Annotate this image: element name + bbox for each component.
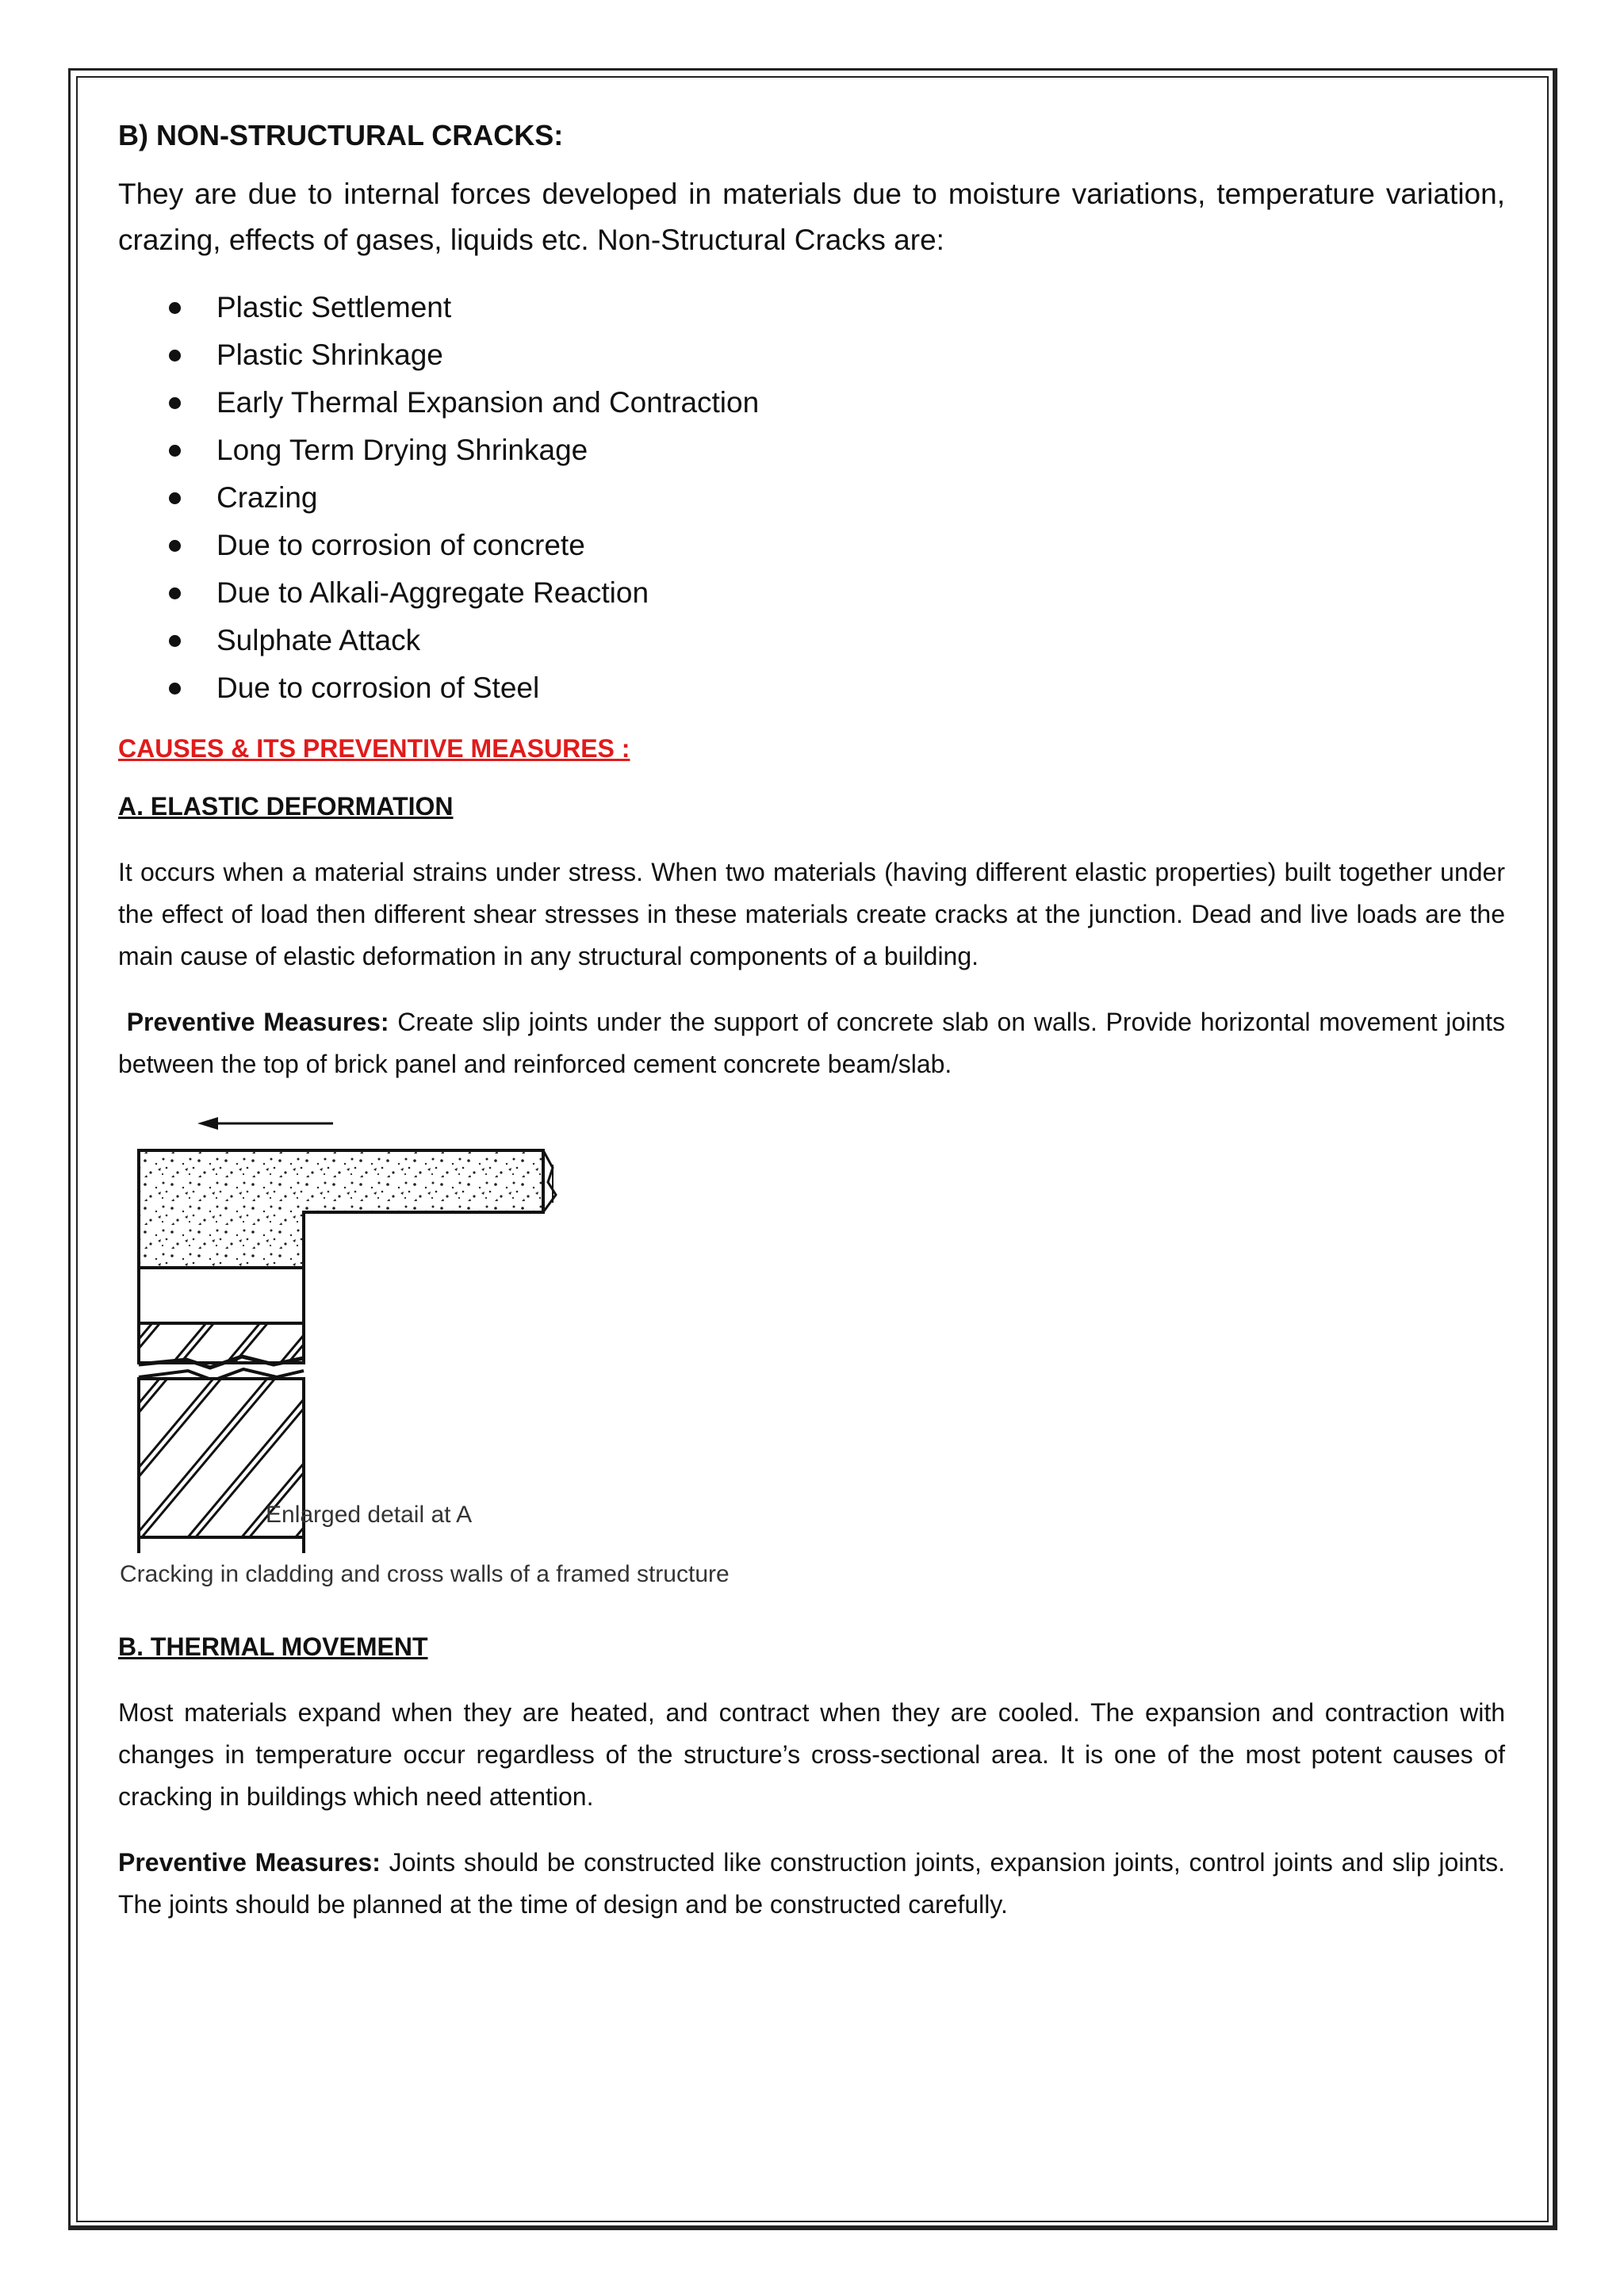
elastic-deformation-heading: A. ELASTIC DEFORMATION	[118, 792, 454, 821]
preventive-label: Preventive Measures:	[126, 1008, 389, 1036]
elastic-preventive-measures: Preventive Measures: Create slip joints under the support of concrete slab on walls. Provide horizontal movement joints between the top of brick panel and reinforced cement concrete beam/slab.	[118, 1008, 1506, 1078]
non-structural-crack-list	[118, 284, 1505, 712]
causes-heading: CAUSES & ITS PREVENTIVE MEASURES :	[118, 734, 630, 763]
bullet-icon	[169, 587, 181, 599]
bullet-icon	[169, 683, 181, 695]
list-item: Crazing	[118, 474, 1505, 522]
preventive-label: Preventive Measures:	[118, 1848, 381, 1877]
bullet-icon	[169, 302, 181, 314]
document-content	[118, 119, 1505, 1950]
list-item: Sulphate Attack	[118, 617, 1505, 664]
slab-wall-crack-diagram	[115, 1109, 797, 1617]
list-item: Due to corrosion of Steel	[118, 664, 1505, 712]
list-item: Due to corrosion of concrete	[118, 522, 1505, 569]
list-item: Long Term Drying Shrinkage	[118, 427, 1505, 474]
bullet-icon	[169, 445, 181, 457]
bullet-icon	[169, 635, 181, 647]
list-item: Early Thermal Expansion and Contraction	[118, 379, 1505, 427]
bullet-icon	[169, 350, 181, 362]
thermal-movement-body: Most materials expand when they are heated, and contract when they are cooled. The expansion and contraction with changes in temperature occur regardless of the structure’s cross-sectional area. It is one of the most potent causes of cracking in buildings which need attention.	[118, 1698, 1505, 1811]
intro-paragraph: They are due to internal forces developed in materials due to moisture variations, temperature variation, crazing, effects of gases, liquids etc. Non-Structural Cracks are:	[118, 178, 1505, 256]
thermal-movement-heading: B. THERMAL MOVEMENT	[118, 1632, 428, 1661]
bullet-icon	[169, 397, 181, 409]
list-item: Plastic Settlement	[118, 284, 1505, 331]
list-item: Plastic Shrinkage	[118, 331, 1505, 379]
wall-block-upper	[139, 1268, 304, 1323]
list-item: Due to Alkali-Aggregate Reaction	[118, 569, 1505, 617]
thermal-preventive-measures: Preventive Measures: Joints should be constructed like construction joints, expansion joints, control joints and slip joints. The joints should be planned at the time of design and be constructed carefully.	[118, 1848, 1505, 1919]
bullet-icon	[169, 540, 181, 552]
detail-label: Enlarged detail at A	[266, 1502, 473, 1528]
crack-detail-figure	[115, 1109, 797, 1617]
figure-caption: Cracking in cladding and cross walls of a framed structure	[120, 1561, 730, 1587]
bullet-icon	[169, 492, 181, 504]
section-title: B) NON-STRUCTURAL CRACKS:	[118, 119, 564, 151]
elastic-deformation-body: It occurs when a material strains under stress. When two materials (having different elastic properties) built together under the effect of load then different shear stresses in these materials create cracks at the junction. Dead and live loads are the main cause of elastic deformation in any structural components of a building.	[118, 858, 1505, 970]
brick-course-upper	[139, 1323, 304, 1363]
